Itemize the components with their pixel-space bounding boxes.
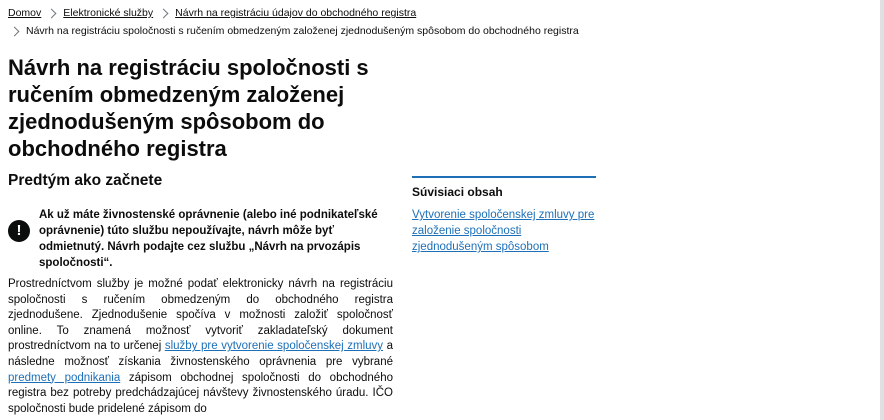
description-text-3: zápisom obchodnej spoločnosti do obchodného registra bez potreby predchádzajúcej návštevy živnostenského úradu. IČO spoločnosti bude pridelené zápisom do	[8, 371, 393, 415]
breadcrumb	[8, 5, 868, 39]
section-heading-before-start: Predtým ako začnete	[8, 172, 163, 189]
breadcrumb-link-home[interactable]: Domov	[8, 7, 42, 19]
related-link-company-agreement[interactable]: Vytvorenie spoločenskej zmluvy pre založenie spoločnosti zjednodušeným spôsobom	[412, 209, 595, 253]
page-title: Návrh na registráciu spoločnosti s ručením obmedzeným založenej zjednodušeným spôsobom do obchodného registra	[8, 55, 369, 161]
breadcrumb-row-current	[8, 23, 868, 39]
scrollbar[interactable]	[880, 0, 884, 420]
warning-callout	[8, 207, 393, 271]
chevron-right-icon	[10, 26, 20, 36]
related-content	[412, 176, 596, 255]
breadcrumb-row	[8, 5, 868, 21]
link-business-subjects[interactable]: predmety podnikania	[8, 371, 121, 384]
breadcrumb-current: Návrh na registráciu spoločnosti s ručením obmedzeným založenej zjednodušeným spôsobom do obchodného registra	[26, 25, 579, 37]
breadcrumb-link-registration[interactable]: Návrh na registráciu údajov do obchodného registra	[175, 7, 417, 19]
chevron-right-icon	[159, 8, 169, 18]
related-content-heading: Súvisiaci obsah	[412, 185, 503, 199]
breadcrumb-link-services[interactable]: Elektronické služby	[63, 7, 154, 19]
link-create-company-agreement[interactable]: služby pre vytvorenie spoločenskej zmluvy	[164, 340, 384, 353]
description-text-2: a následne možnosť získania živnostenského oprávnenia pre vybrané	[8, 340, 393, 368]
warning-text: Ak už máte živnostenské oprávnenie (alebo iné podnikateľské oprávnenie) túto službu nepoužívajte, návrh môže byť odmietnutý. Návrh podajte cez službu „Návrh na prvozápis spoločnosti“.	[39, 209, 378, 269]
description-text-1: Prostredníctvom služby je možné podať elektronicky návrh na registráciu spoločnosti s ručením obmedzeným do obchodného registra zjednodušene. Zjednodušenie spočíva v možnosti založiť spoločnosť online. To znamená možnosť vytvoriť zakladateľský dokument prostredníctvom na to určenej	[8, 278, 393, 353]
chevron-right-icon	[47, 8, 57, 18]
exclamation-icon: !	[8, 220, 30, 242]
service-description	[8, 277, 393, 417]
